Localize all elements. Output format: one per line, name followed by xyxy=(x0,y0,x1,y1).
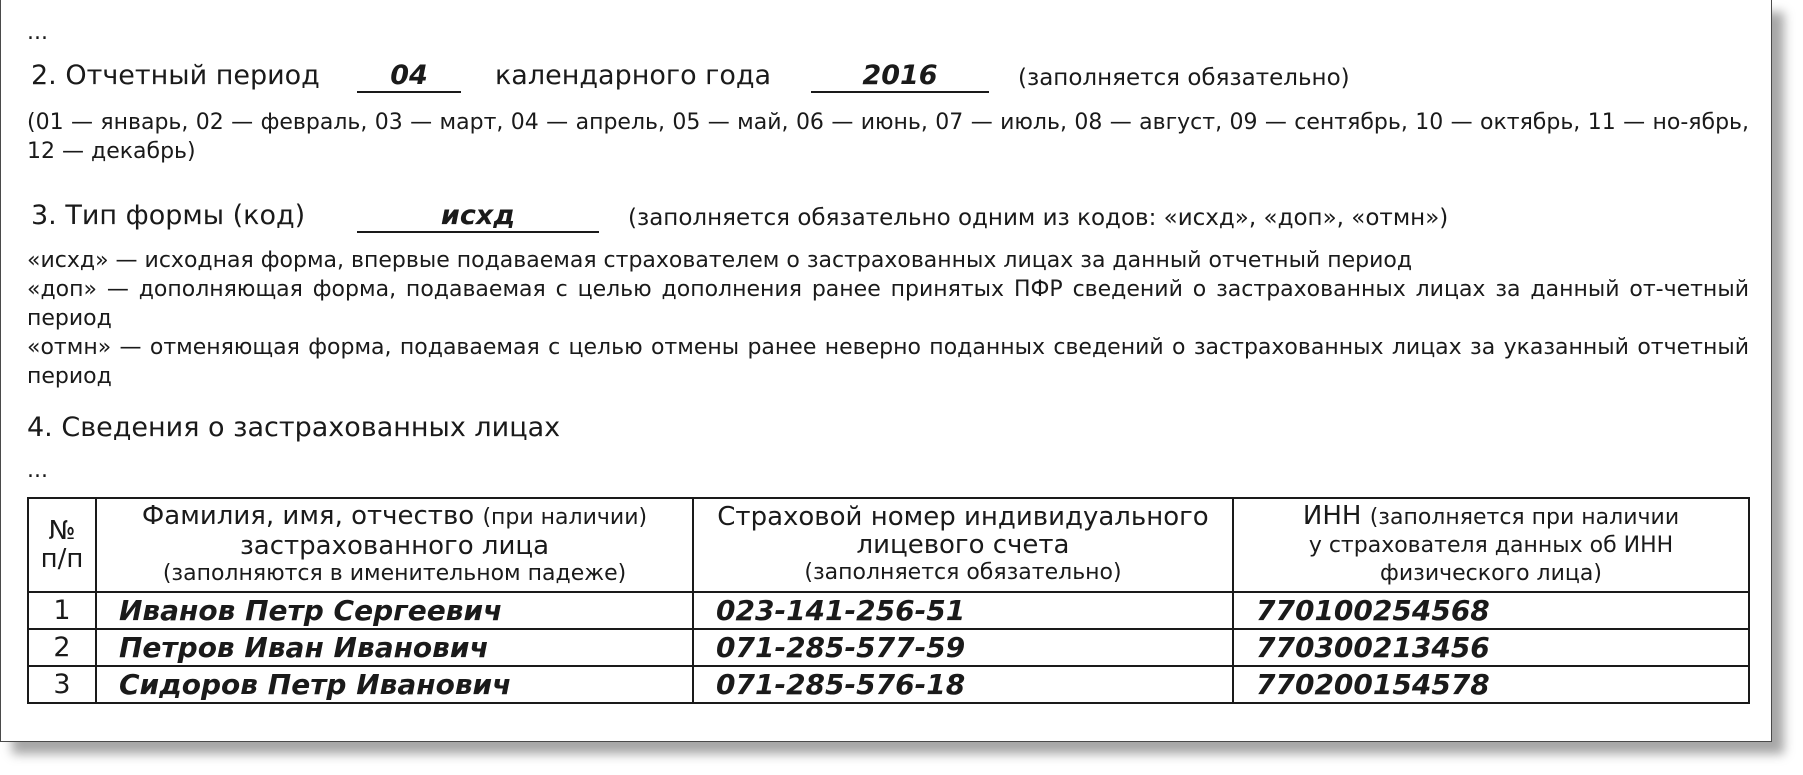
col-inn-line1-main: ИНН xyxy=(1302,501,1362,531)
table-row xyxy=(28,666,1749,703)
row-num: 2 xyxy=(28,629,96,666)
insured-table xyxy=(27,497,1750,704)
ellipsis-top: ... xyxy=(27,20,48,45)
row-snils: 071-285-576-18 xyxy=(693,666,1233,703)
table-row xyxy=(28,629,1749,666)
row-fio: Сидоров Петр Иванович xyxy=(96,666,693,703)
col-inn-line1-note: (заполняется при наличии xyxy=(1369,505,1680,530)
form-type-value: исхд xyxy=(357,200,599,233)
period-label: 2. Отчетный период xyxy=(31,60,320,91)
table-header-row xyxy=(28,498,1749,592)
col-fio-line3: (заполняются в именительном падеже) xyxy=(162,561,627,586)
form-type-desc-otmn: «отмн» — отменяющая форма, подаваемая с целью отмены ранее неверно поданных сведений о застрахованных лицах за указанный отчетный период xyxy=(27,335,1749,389)
form-type-desc-ishd: «исхд» — исходная форма, впервые подаваемая страхователем о застрахованных лицах за данный отчетный период xyxy=(27,248,1413,273)
form-type-note: (заполняется обязательно одним из кодов: «исхд», «доп», «отмн») xyxy=(628,205,1449,231)
row-fio: Иванов Петр Сергеевич xyxy=(96,592,693,629)
period-month-value: 04 xyxy=(357,60,461,93)
col-snils-line3: (заполняется обязательно) xyxy=(804,560,1122,585)
col-num-line1: № xyxy=(48,516,76,546)
col-inn-line2: у страхователя данных об ИНН xyxy=(1308,533,1674,558)
period-year-label: календарного года xyxy=(495,60,772,91)
col-num-line2: п/п xyxy=(40,544,84,574)
row-inn: 770200154578 xyxy=(1233,666,1749,703)
col-num-header xyxy=(28,498,96,592)
col-snils-line2: лицевого счета xyxy=(856,530,1070,560)
insured-ellipsis: ... xyxy=(27,458,48,483)
col-fio-line1-note: (при наличии) xyxy=(482,505,648,530)
table-row xyxy=(28,592,1749,629)
row-snils: 071-285-577-59 xyxy=(693,629,1233,666)
period-note: (заполняется обязательно) xyxy=(1018,65,1350,91)
col-snils-line1: Страховой номер индивидуального xyxy=(717,502,1209,532)
row-inn: 770100254568 xyxy=(1233,592,1749,629)
col-fio-line1-main: Фамилия, имя, отчество xyxy=(141,501,475,531)
col-inn-header xyxy=(1233,498,1749,592)
col-fio-line2: застрахованного лица xyxy=(239,531,550,561)
insured-heading: 4. Сведения о застрахованных лицах xyxy=(27,412,561,443)
form-type-label: 3. Тип формы (код) xyxy=(31,200,306,231)
col-inn-line3: физического лица) xyxy=(1380,561,1602,586)
row-fio: Петров Иван Иванович xyxy=(96,629,693,666)
row-num: 1 xyxy=(28,592,96,629)
row-inn: 770300213456 xyxy=(1233,629,1749,666)
col-fio-header xyxy=(96,498,693,592)
period-legend: (01 — январь, 02 — февраль, 03 — март, 04 — апрель, 05 — май, 06 — июнь, 07 — июль, 08 — август, 09 — сентябрь, 10 — октябрь, 11 — но-ябрь, 12 — декабрь) xyxy=(27,110,1749,164)
row-snils: 023-141-256-51 xyxy=(693,592,1233,629)
period-year-value: 2016 xyxy=(811,60,989,93)
col-snils-header xyxy=(693,498,1233,592)
form-type-desc-dop: «доп» — дополняющая форма, подаваемая с целью дополнения ранее принятых ПФР сведений о застрахованных лицах за данный от-четный период xyxy=(27,277,1749,331)
row-num: 3 xyxy=(28,666,96,703)
